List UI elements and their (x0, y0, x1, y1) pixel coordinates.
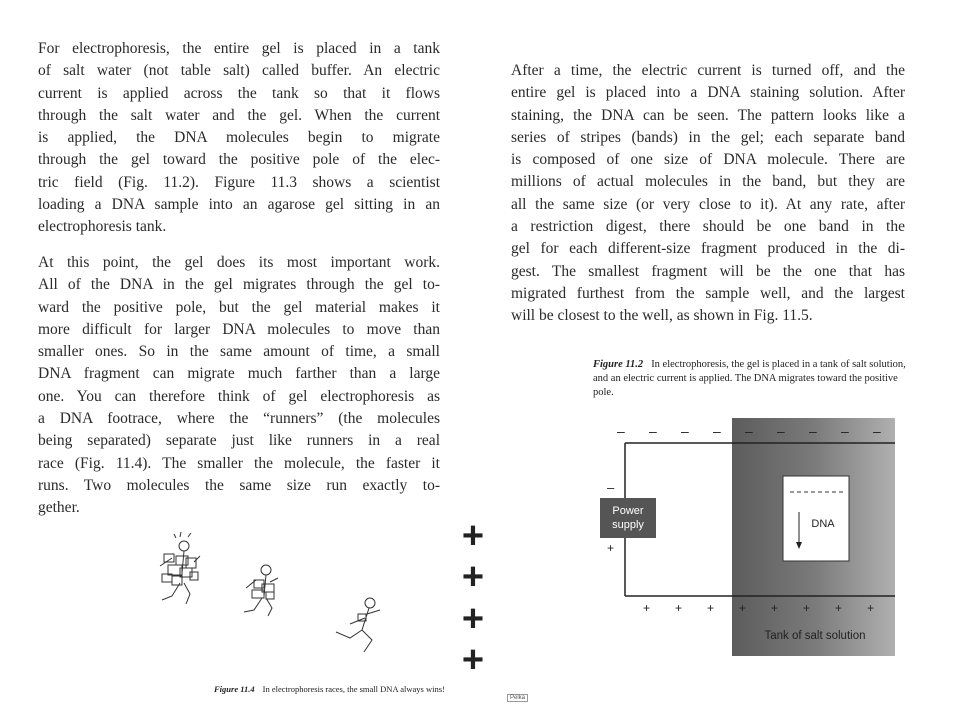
text-line: through the salt water and the gel. When the current (38, 106, 440, 124)
plus-sign: + (461, 556, 485, 598)
large-dna-runner (160, 532, 200, 604)
power-minus: – (607, 480, 615, 495)
text-line: tric field (Fig. 11.2). Figure 11.3 shows a scientist (38, 173, 440, 191)
text-line: DNA fragment can migrate much farther than a large (38, 365, 440, 383)
text-line: ward the positive pole, but the gel material makes it (38, 298, 440, 316)
figure-11-2-diagram (595, 418, 895, 658)
paragraph-gel-footrace (38, 252, 440, 520)
svg-text:–: – (617, 423, 625, 439)
svg-text:+: + (867, 601, 875, 615)
figure-11-4-caption: Figure 11.4 In electrophoresis races, the small DNA always wins! (214, 684, 445, 694)
svg-text:+: + (643, 601, 651, 615)
text-line: race (Fig. 11.4). The smaller the molecule, the faster it (38, 454, 440, 472)
svg-text:+: + (803, 601, 811, 615)
text-line: For electrophoresis, the entire gel is placed in a tank (38, 40, 440, 57)
power-supply-box (600, 498, 656, 538)
text-line: runs. Two molecules the same size run exactly to- (38, 476, 440, 494)
small-dna-runner (336, 598, 380, 652)
text-line: through the gel toward the positive pole of the elec- (38, 151, 440, 169)
text-line: will be closest to the well, as shown in Fig. 11.5. (511, 307, 813, 325)
text-line: series of stripes (bands) in the gel; each separate band (511, 128, 905, 146)
svg-text:+: + (771, 601, 779, 615)
svg-text:–: – (873, 423, 881, 439)
text-line: migrated furthest from the sample well, and the largest (511, 284, 905, 302)
text-line: smaller ones. So in the same amount of time, a small (38, 343, 440, 361)
power-supply-label-1: Power (612, 505, 644, 517)
svg-text:–: – (713, 423, 721, 439)
paragraph-staining (511, 60, 905, 328)
text-line: gest. The smallest fragment will be the one that has (511, 262, 905, 280)
text-line: a restriction digest, there should be one band in the (511, 218, 905, 236)
svg-text:+: + (675, 601, 683, 615)
text-line: current is applied across the tank so that it flows (38, 84, 440, 102)
svg-text:–: – (777, 423, 785, 439)
text-line: At this point, the gel does its most important work. (38, 254, 440, 271)
plus-sign: + (461, 515, 485, 557)
svg-text:+: + (739, 601, 747, 615)
top-minus-signs (617, 423, 881, 439)
text-line: all the same size (or very close to it). At any rate, after (511, 195, 905, 213)
svg-text:–: – (745, 423, 753, 439)
figure-11-4-runners (150, 528, 410, 663)
power-supply-label-2: supply (612, 519, 644, 531)
text-line: gel for each different-size fragment produced in the di- (511, 240, 905, 258)
text-line: a DNA footrace, where the “runners” (the molecules (38, 410, 440, 428)
paragraph-electrophoresis-tank (38, 38, 440, 239)
plus-sign: + (461, 598, 485, 640)
tank-label: Tank of salt solution (764, 630, 866, 642)
text-line: of salt water (not table salt) called buffer. An electric (38, 62, 440, 80)
power-plus: + (607, 541, 615, 555)
text-line: is applied, the DNA molecules begin to migrate (38, 129, 440, 147)
svg-text:–: – (681, 423, 689, 439)
text-line: more difficult for larger DNA molecules to move than (38, 320, 440, 338)
svg-text:–: – (809, 423, 817, 439)
text-line: staining, the DNA can be seen. The pattern looks like a (511, 106, 905, 124)
svg-text:+: + (835, 601, 843, 615)
text-line: loading a DNA sample into an agarose gel sitting in an (38, 196, 440, 214)
text-line: electrophoresis tank. (38, 218, 167, 236)
svg-text:–: – (841, 423, 849, 439)
dna-label: DNA (811, 518, 835, 530)
svg-text:+: + (707, 601, 715, 615)
text-line: All of the DNA in the gel migrates through the gel to- (38, 276, 440, 294)
text-line: gether. (38, 499, 80, 517)
figure-11-2-caption: Figure 11.2 In electrophoresis, the gel is placed in a tank of salt solution, and an electric current is applied. The DNA migrates toward the positive pole. (593, 359, 906, 398)
text-line: millions of actual molecules in the band, but they are (511, 173, 905, 191)
text-line: being separated) separate just like runners in a real (38, 432, 440, 450)
corner-mark: Pelka (507, 694, 528, 702)
text-line: is composed of one size of DNA molecule. There are (511, 151, 905, 169)
text-line: one. You can therefore think of gel electrophoresis as (38, 387, 440, 405)
text-line: entire gel is placed into a DNA staining solution. After (511, 84, 905, 102)
medium-dna-runner (244, 565, 278, 616)
plus-sign: + (461, 639, 485, 681)
text-line: After a time, the electric current is turned off, and the (511, 62, 905, 79)
svg-text:–: – (649, 423, 657, 439)
